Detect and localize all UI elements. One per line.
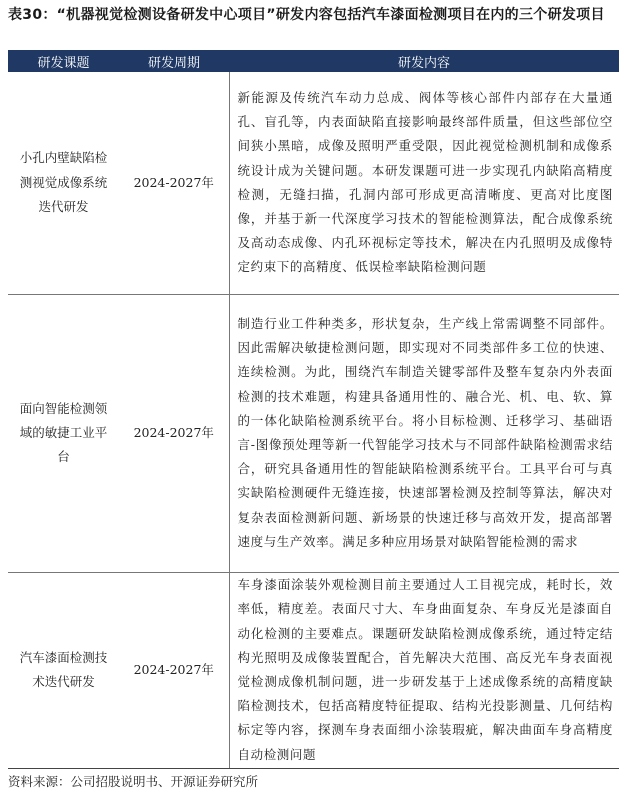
header-topic: 研发课题 (8, 50, 119, 72)
row-topic: 小孔内壁缺陷检测视觉成像系统迭代研发 (8, 72, 119, 294)
row-content: 制造行业工件种类多，形状复杂，生产线上常需调整不同部件。因此需解决敏捷检测问题，即实现对不同类部件多工位的快速、连续检测。为此，围绕汽车制造关键零部件及整车复杂内外表面检测的技术难题，构建具备通用性的、融合光、机、电、软、算的一体化缺陷检测系统平台。将小目标检测、迁移学习、基础语言-图像预处理等新一代智能学习技术与不同部件缺陷检测需求结合，研究具备通用性的智能缺陷检测系统平台。工具平台可与真实缺陷检测硬件无缝连接，快速部署检测及控制等算法，解决对复杂表面检测新问题、新场景的快速迁移与高效开发，提高部署速度与生产效率。满足多种应用场景对缺陷智能检测的需求 (229, 294, 619, 572)
row-content: 新能源及传统汽车动力总成、阀体等核心部件内部存在大量通孔、盲孔等，内表面缺陷直接影响最终部件质量，但这些部位空间狭小黑暗，成像及照明严重受限，因此视觉检测机制和成像系统设计成为关键问题。本研发课题可进一步实现孔内缺陷高精度检测，无缝扫描，孔洞内部可形成更高清晰度、更高对比度图像，并基于新一代深度学习技术的智能检测算法，配合成像系统及高动态成像、内孔环视标定等技术，解决在内孔照明及成像特定约束下的高精度、低误检率缺陷检测问题 (229, 72, 619, 294)
row-content: 车身漆面涂装外观检测目前主要通过人工目视完成，耗时长，效率低，精度差。表面尺寸大、车身曲面复杂、车身反光是漆面自动化检测的主要难点。课题研发缺陷检测成像系统，通过特定结构光照明及成像装置配合，首先解决大范围、高反光车身表面视觉检测成像机制问题，进一步研发基于上述成像系统的高精度缺陷检测技术，包括高精度特征提取、结构光投影测量、几何结构标定等内容，探测车身表面细小涂装瑕疵，解决曲面车身高精度自动检测问题 (229, 572, 619, 768)
row-period: 2024-2027年 (119, 572, 229, 768)
row-topic: 汽车漆面检测技术迭代研发 (8, 572, 119, 768)
rd-projects-table (8, 50, 619, 769)
table-title: 表30：“机器视觉检测设备研发中心项目”研发内容包括汽车漆面检测项目在内的三个研发项目 (8, 7, 605, 23)
row-topic: 面向智能检测领域的敏捷工业平台 (8, 294, 119, 572)
row-period: 2024-2027年 (119, 294, 229, 572)
table-header (8, 50, 619, 72)
table-row (8, 572, 619, 768)
source-note: 资料来源：公司招股说明书、开源证券研究所 (8, 774, 259, 789)
header-content: 研发内容 (229, 50, 619, 72)
table-row (8, 72, 619, 294)
table-row (8, 294, 619, 572)
header-period: 研发周期 (119, 50, 229, 72)
row-period: 2024-2027年 (119, 72, 229, 294)
